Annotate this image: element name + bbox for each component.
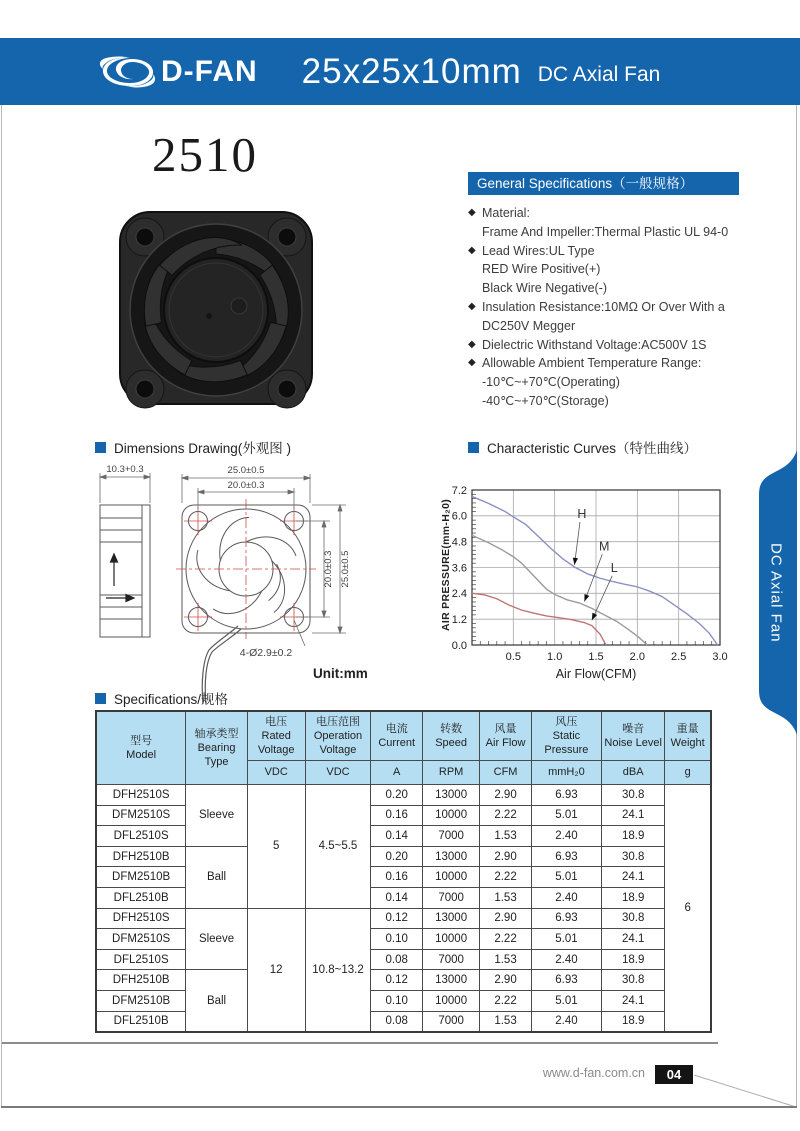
table-cell: 2.22 [480,929,532,950]
table-cell: 2.90 [480,970,532,991]
table-cell: DFL2510B [96,887,186,908]
table-cell: 30.8 [601,970,664,991]
y-tick-label: 7.2 [451,484,467,497]
unit-header: g [665,761,711,785]
general-spec-text: Lead Wires:UL Type [482,243,595,258]
table-cell: 6.93 [531,970,601,991]
table-cell: DFL2510B [96,1011,186,1032]
general-spec-item [468,336,798,355]
general-spec-item [468,260,798,279]
general-spec-text: Dielectric Withstand Voltage:AC500V 1S [482,337,707,352]
specifications-table [95,710,712,1033]
table-cell: 7000 [423,826,480,847]
y-tick-label: 0.0 [451,639,467,652]
specs-section-title: Specifications/规格 [114,692,229,707]
column-header: 重量 Weight [665,711,711,761]
table-cell: DFH2510B [96,846,186,867]
table-cell: DFH2510S [96,785,186,806]
table-cell: 0.08 [371,1011,423,1032]
curve-label-H: H [577,506,587,521]
table-cell: 0.14 [371,887,423,908]
dimensions-drawing [88,460,440,712]
curve-label-M: M [599,539,610,554]
unit-header: VDC [247,761,305,785]
header-bar [0,38,800,105]
table-cell: 1.53 [480,887,532,908]
x-tick-label: 1.0 [547,651,563,663]
table-cell: 6.93 [531,785,601,806]
column-header: 电流 Current [371,711,423,761]
column-header: 风压 Static Pressure [531,711,601,761]
table-cell: 10.8~13.2 [305,908,371,1032]
general-spec-text: Black Wire Negative(-) [482,281,608,296]
table-cell: 12 [247,908,305,1032]
table-cell: DFM2510S [96,805,186,826]
curves-section-title: Characteristic Curves（特性曲线） [487,441,698,456]
y-tick-label: 3.6 [451,562,467,575]
y-tick-label: 2.4 [451,588,467,601]
chart-x-axis-label: Air Flow(CFM) [555,667,637,681]
table-cell: 30.8 [601,846,664,867]
table-cell: 2.40 [531,1011,601,1032]
curve-label-arrowhead [584,594,589,601]
table-cell: 13000 [423,908,480,929]
table-cell: 6.93 [531,908,601,929]
page-title: 25x25x10mm [301,51,522,91]
general-specs-header: General Specifications（一般规格） [468,172,739,195]
table-cell: 0.12 [371,908,423,929]
table-cell: DFM2510S [96,929,186,950]
table-cell: 5.01 [531,867,601,888]
table-cell: 0.16 [371,805,423,826]
general-spec-item [468,373,798,392]
dim-side-width: 10.3+0.3 [106,464,144,475]
general-spec-item [468,242,798,261]
table-cell: 30.8 [601,908,664,929]
table-cell: DFM2510B [96,867,186,888]
table-cell: 30.8 [601,785,664,806]
unit-header: A [371,761,423,785]
table-cell: 24.1 [601,805,664,826]
diamond-bullet-icon: ◆ [468,207,476,218]
diamond-bullet-icon: ◆ [468,300,476,312]
column-header: 轴承类型 Bearing Type [186,711,248,785]
column-header: 型号 Model [96,711,186,785]
unit-header: CFM [480,761,532,785]
general-spec-text: -10℃~+70℃(Operating) [482,375,620,390]
side-tab-label: DC Axial Fan [767,542,785,643]
table-cell: 2.40 [531,826,601,847]
table-cell: 24.1 [601,929,664,950]
column-header: 噪音 Noise Level [601,711,664,761]
general-spec-item [468,279,798,298]
x-tick-label: 0.5 [505,651,521,663]
table-cell: 6 [665,785,711,1033]
table-cell: 4.5~5.5 [305,785,371,909]
table-cell: DFM2510B [96,990,186,1011]
chart-y-axis-label: AIR PRESSURE(mm-H₂0) [440,499,452,632]
table-cell: 18.9 [601,887,664,908]
curve-H [472,496,718,645]
curve-label-arrowhead [573,558,578,565]
bullet-spacer [468,260,482,279]
table-cell: 2.22 [480,867,532,888]
general-spec-text: Material: [482,206,530,220]
curves-section-head [468,437,697,457]
table-row [96,908,711,929]
bullet-spacer [468,317,482,336]
table-cell: 18.9 [601,826,664,847]
table-cell: 5.01 [531,805,601,826]
general-spec-text: -40℃~+70℃(Storage) [482,393,609,408]
page-border-bottom [1,1106,797,1108]
blue-square-bullet-icon [95,693,106,704]
page-number-badge: 04 [655,1065,693,1084]
table-cell: 2.40 [531,887,601,908]
table-cell: 2.90 [480,846,532,867]
unit-header: RPM [423,761,480,785]
table-cell: 5.01 [531,929,601,950]
footer-website: www.d-fan.com.cn [542,1066,645,1080]
table-cell: 13000 [423,846,480,867]
table-cell: 7000 [423,949,480,970]
table-cell: 24.1 [601,867,664,888]
table-cell: 10000 [423,805,480,826]
footer-rule [2,1042,718,1044]
y-tick-label: 1.2 [451,613,467,626]
table-cell: 0.12 [371,970,423,991]
dim-outer-height: 25.0±0.5 [340,550,351,588]
bullet-spacer [468,392,482,411]
table-cell: 10000 [423,867,480,888]
column-header: 电压范围 Operation Voltage [305,711,371,761]
unit-header: dBA [601,761,664,785]
curve-label-L: L [610,560,618,575]
table-cell: 7000 [423,887,480,908]
table-cell: 2.22 [480,805,532,826]
table-cell: 0.20 [371,785,423,806]
unit-label: Unit:mm [313,666,368,681]
fan-product-photo [110,196,324,418]
x-tick-label: 1.5 [588,651,604,663]
dfan-logo-icon [97,51,159,93]
table-cell: DFH2510S [96,908,186,929]
table-cell: 2.40 [531,949,601,970]
diamond-bullet-icon: ◆ [468,357,476,369]
column-header: 转数 Speed [423,711,480,761]
blue-square-bullet-icon [95,442,106,453]
table-cell: 0.08 [371,949,423,970]
general-spec-item [468,392,798,411]
characteristic-curves-chart [440,482,735,687]
diamond-bullet-icon: ◆ [468,244,476,256]
table-cell: 13000 [423,785,480,806]
page-border-left [1,105,2,1108]
specs-section-head [95,688,228,708]
table-cell: DFL2510S [96,826,186,847]
table-cell: 2.90 [480,908,532,929]
unit-header: VDC [305,761,371,785]
x-tick-label: 2.5 [671,651,687,663]
table-cell: 18.9 [601,949,664,970]
x-tick-label: 3.0 [712,651,728,663]
table-cell: Sleeve [186,785,248,847]
dim-hole-pitch-h: 20.0±0.3 [227,480,265,491]
table-cell: 0.14 [371,826,423,847]
general-spec-item [468,223,798,242]
general-spec-text: Frame And Impeller:Thermal Plastic UL 94-0 [482,224,729,239]
table-cell: Ball [186,846,248,908]
x-tick-label: 2.0 [629,651,645,663]
table-cell: 10000 [423,990,480,1011]
table-cell: 0.10 [371,929,423,950]
general-spec-text: Insulation Resistance:10MΩ Or Over With a [482,299,725,314]
side-tab-dc-axial-fan [751,450,797,735]
general-specs-list [468,204,798,411]
column-header: 风量 Air Flow [480,711,532,761]
table-cell: 1.53 [480,1011,532,1032]
general-spec-item [468,204,798,223]
dimensions-section-title: Dimensions Drawing(外观图 ) [114,441,292,456]
general-spec-text: DC250V Megger [482,318,576,333]
brand-name: D-FAN [161,54,258,88]
table-cell: 5.01 [531,990,601,1011]
footer-diagonal-line [688,1068,800,1110]
table-cell: 2.90 [480,785,532,806]
table-cell: 13000 [423,970,480,991]
table-row [96,970,711,991]
table-cell: 5 [247,785,305,909]
column-header: 电压 Rated Voltage [247,711,305,761]
table-cell: 24.1 [601,990,664,1011]
table-cell: 0.16 [371,867,423,888]
bullet-spacer [468,279,482,298]
model-number: 2510 [152,127,258,182]
dim-hole-pitch-v: 20.0±0.3 [323,550,334,588]
table-cell: 6.93 [531,846,601,867]
table-cell: 2.22 [480,990,532,1011]
general-spec-item [468,354,798,373]
table-cell: 1.53 [480,949,532,970]
curve-M [472,535,647,645]
general-spec-item [468,317,798,336]
general-spec-text: RED Wire Positive(+) [482,262,601,277]
unit-header: mmH₂0 [531,761,601,785]
table-row [96,846,711,867]
bullet-spacer [468,373,482,392]
table-row [96,785,711,806]
diamond-bullet-icon: ◆ [468,338,476,350]
dim-hole-callout: 4-Ø2.9±0.2 [239,647,293,659]
table-cell: 7000 [423,1011,480,1032]
dimensions-section-head [95,437,291,457]
table-cell: Ball [186,970,248,1032]
y-tick-label: 6.0 [451,510,467,523]
page-subtitle: DC Axial Fan [537,62,661,86]
dim-outer-width: 25.0±0.5 [227,465,265,476]
table-cell: 18.9 [601,1011,664,1032]
blue-square-bullet-icon [468,442,479,453]
table-cell: 0.20 [371,846,423,867]
table-cell: DFH2510B [96,970,186,991]
bullet-spacer [468,223,482,242]
table-cell: 0.10 [371,990,423,1011]
general-spec-text: Allowable Ambient Temperature Range: [482,356,702,371]
table-cell: 10000 [423,929,480,950]
table-cell: 1.53 [480,826,532,847]
table-cell: Sleeve [186,908,248,970]
general-spec-item [468,298,798,317]
table-cell: DFL2510S [96,949,186,970]
y-tick-label: 4.8 [451,536,467,549]
